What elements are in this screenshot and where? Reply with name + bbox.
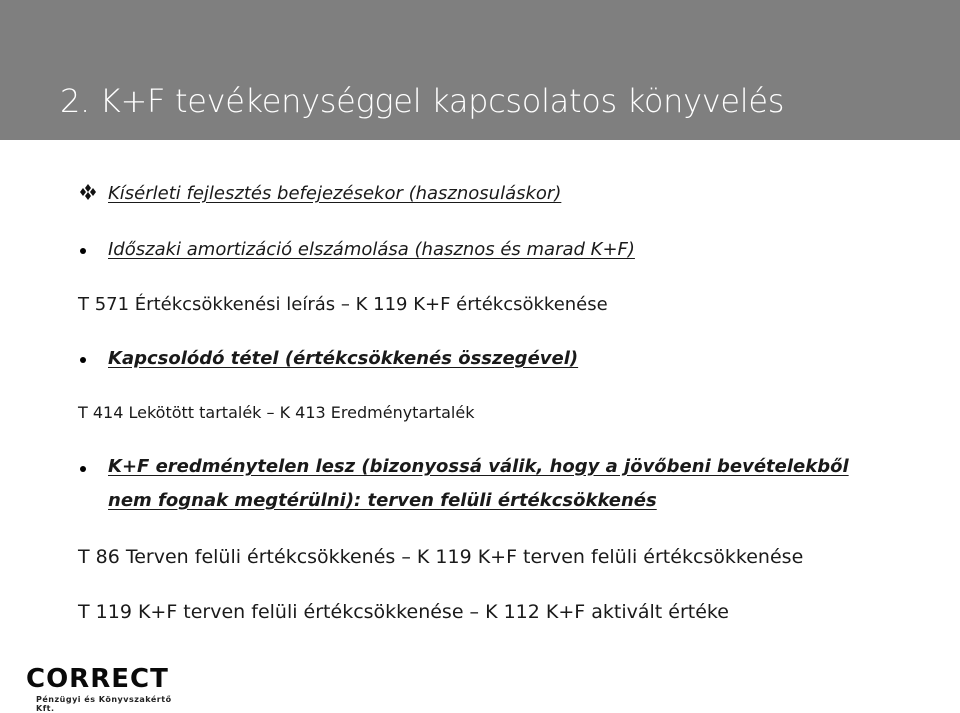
logo-subtitle: Pénzügyi és Könyvszakértő Kft. — [36, 695, 172, 713]
company-logo — [26, 660, 186, 713]
logo-wordmark: CORRECT — [26, 664, 169, 694]
title-band — [0, 0, 960, 140]
diamond-heading-text: Kísérleti fejlesztés befejezésekor (hasznosuláskor) — [108, 183, 562, 204]
bullet-text: K+F eredménytelen lesz (bizonyossá válik, hogy a jövőbeni bevételekből — [108, 456, 849, 477]
bullet-dot-icon — [80, 248, 86, 254]
diamond-bullet-icon — [78, 183, 104, 206]
bullet-dot-icon — [80, 466, 86, 472]
bullet-text: nem fognak megtérülni): terven felüli értékcsökkenés — [108, 490, 657, 511]
bullet-dot-icon — [80, 357, 86, 363]
journal-entry: T 414 Lekötött tartalék – K 413 Eredménytartalék — [78, 403, 475, 422]
slide-title: 2. K+F tevékenységgel kapcsolatos könyvelés — [60, 82, 785, 120]
journal-entry: T 86 Terven felüli értékcsökkenés – K 119 K+F terven felüli értékcsökkenése — [78, 546, 804, 568]
bullet-text: Kapcsolódó tétel (értékcsökkenés összegével) — [108, 348, 579, 369]
journal-entry: T 119 K+F terven felüli értékcsökkenése – K 112 K+F aktivált értéke — [78, 601, 729, 623]
bullet-text: Időszaki amortizáció elszámolása (hasznos és marad K+F) — [108, 239, 635, 260]
journal-entry: T 571 Értékcsökkenési leírás – K 119 K+F értékcsökkenése — [78, 294, 608, 315]
